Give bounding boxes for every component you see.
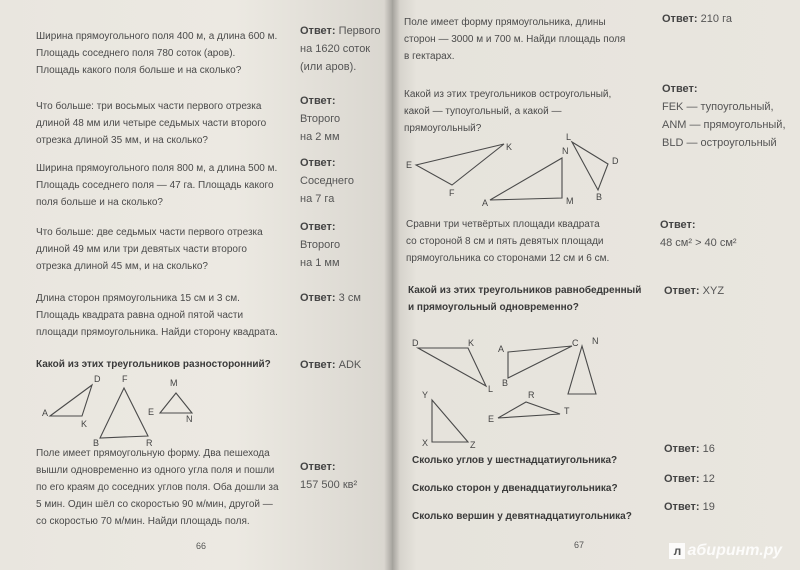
page-number: 66 bbox=[196, 541, 207, 551]
svg-text:E: E bbox=[406, 160, 413, 170]
problem-text: Сравни три четвёртых площади квадрата со стороной 8 см и пять девятых площади прямоугольника со сторонами 12 см и 6 см. bbox=[406, 219, 610, 264]
triangles-figure-1 bbox=[402, 130, 632, 215]
problem-text: Что больше: три восьмых части первого отрезка длиной 48 мм или четыре седьмых части второго отрезка длиной 35 мм, и на сколько? bbox=[36, 101, 267, 146]
svg-text:N: N bbox=[186, 414, 193, 424]
triangle-bld bbox=[572, 142, 608, 190]
svg-text:B: B bbox=[596, 192, 603, 202]
svg-text:A: A bbox=[482, 198, 489, 208]
answer: Ответ: Второго на 2 мм bbox=[300, 95, 341, 143]
svg-text:D: D bbox=[612, 156, 619, 166]
right-page bbox=[392, 0, 800, 570]
answer: Ответ: Второго на 1 мм bbox=[300, 221, 341, 269]
triangles-figure bbox=[36, 370, 216, 450]
triangle-fek bbox=[416, 144, 504, 185]
svg-text:M: M bbox=[170, 378, 178, 388]
triangle-n bbox=[568, 346, 596, 394]
svg-text:R: R bbox=[146, 438, 153, 448]
triangle-ert bbox=[498, 402, 560, 418]
svg-text:C: C bbox=[572, 338, 579, 348]
svg-text:R: R bbox=[528, 390, 535, 400]
problem-text: Какой из этих треугольников равнобедренный и прямоугольный одновременно? bbox=[408, 285, 642, 313]
problem-text: Сколько сторон у двенадцатиугольника? bbox=[412, 483, 618, 494]
svg-text:A: A bbox=[42, 408, 49, 418]
answer: Ответ: 19 bbox=[664, 501, 715, 513]
svg-text:L: L bbox=[488, 384, 494, 394]
svg-text:K: K bbox=[81, 419, 88, 429]
svg-text:A: A bbox=[498, 344, 505, 354]
triangle-xyz bbox=[432, 400, 468, 442]
triangle-dkl bbox=[418, 348, 486, 386]
svg-text:F: F bbox=[449, 188, 455, 198]
svg-text:B: B bbox=[502, 378, 509, 388]
answer: Ответ: 210 га bbox=[662, 13, 732, 25]
svg-text:Z: Z bbox=[470, 440, 476, 450]
problem-text: Ширина прямоугольного поля 400 м, а длина 600 м. Площадь соседнего поля 780 соток (аров). Площадь какого поля больше и на сколько? bbox=[36, 31, 278, 76]
svg-text:E: E bbox=[148, 407, 155, 417]
problem-text: Ширина прямоугольного поля 800 м, а длина 500 м. Площадь соседнего поля — 47 га. Площадь какого поля больше и на сколько? bbox=[36, 163, 278, 208]
answer: Ответ: 3 см bbox=[300, 292, 361, 304]
site-watermark: л абиринт.ру bbox=[669, 542, 782, 560]
svg-text:D: D bbox=[412, 338, 419, 348]
svg-text:F: F bbox=[122, 374, 128, 384]
problem-text: Длина сторон прямоугольника 15 см и 3 см. Площадь квадрата равна одной пятой части площади прямоугольника. Найди сторону квадрата. bbox=[36, 293, 278, 338]
svg-text:K: K bbox=[468, 338, 475, 348]
answer: Ответ: Первого на 1620 соток (или аров). bbox=[300, 25, 381, 73]
problem-text: Сколько вершин у девятнадцатиугольника? bbox=[412, 511, 632, 522]
triangle-men bbox=[160, 393, 192, 413]
triangles-figure-2 bbox=[410, 334, 640, 454]
problem-text: Поле имеет прямоугольную форму. Два пешехода вышли одновременно из одного угла поля и пошли по его краям до соседних углов поля. Оба дошли за 5 мин. Один шёл со скоростью 90 м/мин, другой — со скоростью 70 м/мин. Найди площадь поля. bbox=[36, 448, 279, 527]
svg-text:T: T bbox=[564, 406, 570, 416]
book-gutter bbox=[384, 0, 400, 570]
left-page bbox=[0, 0, 392, 570]
problem-text: Что больше: две седьмых части первого отрезка длиной 49 мм или три девятых части второго отрезка длиной 45 мм, и на сколько? bbox=[36, 227, 263, 272]
svg-text:X: X bbox=[422, 438, 429, 448]
svg-text:D: D bbox=[94, 374, 101, 384]
svg-text:B: B bbox=[93, 438, 100, 448]
answer: Ответ: Соседнего на 7 га bbox=[300, 157, 354, 205]
problem-text: Какой из этих треугольников остроугольный, какой — тупоугольный, а какой — прямоугольный? bbox=[404, 89, 612, 134]
svg-text:N: N bbox=[562, 146, 569, 156]
problem-text: Сколько углов у шестнадцатиугольника? bbox=[412, 455, 618, 466]
answer: Ответ: 48 см² > 40 см² bbox=[660, 219, 737, 249]
triangle-acb bbox=[508, 346, 572, 378]
triangle-adk bbox=[50, 385, 92, 416]
answer: Ответ: 12 bbox=[664, 473, 715, 485]
answer: Ответ: XYZ bbox=[664, 285, 725, 297]
page-number: 67 bbox=[574, 540, 585, 550]
answer: Ответ: 157 500 кв² bbox=[300, 461, 358, 491]
svg-text:N: N bbox=[592, 336, 599, 346]
svg-text:K: K bbox=[506, 142, 513, 152]
triangle-anm bbox=[490, 158, 562, 200]
answer: Ответ: ADK bbox=[300, 359, 362, 371]
answer: Ответ: 16 bbox=[664, 443, 715, 455]
svg-text:E: E bbox=[488, 414, 495, 424]
svg-text:L: L bbox=[566, 132, 572, 142]
answer: Ответ: FEK — тупоугольный, ANM — прямоугольный, BLD — остроугольный bbox=[662, 83, 786, 149]
triangle-fbr bbox=[100, 388, 148, 438]
svg-text:M: M bbox=[566, 196, 574, 206]
svg-text:Y: Y bbox=[422, 390, 429, 400]
problem-text: Поле имеет форму прямоугольника, длины сторон — 3000 м и 700 м. Найди площадь поля в гектарах. bbox=[404, 17, 626, 62]
problem-text: Какой из этих треугольников разносторонний? bbox=[36, 359, 271, 370]
